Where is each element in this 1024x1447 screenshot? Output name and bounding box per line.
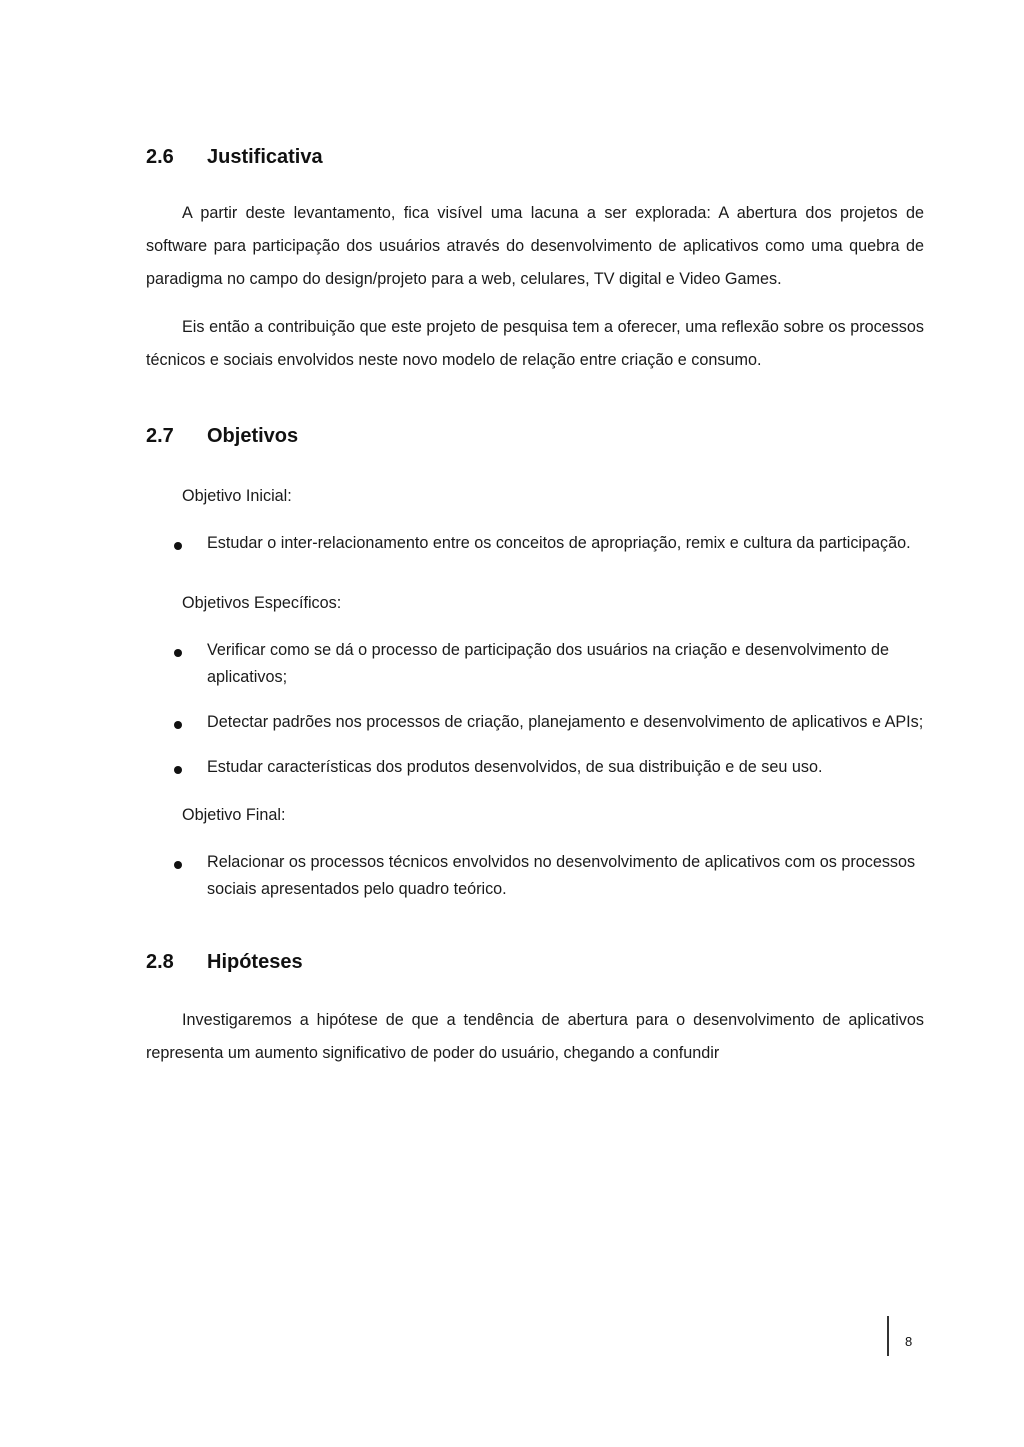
bullet-icon: [174, 721, 182, 729]
list-item-text: Relacionar os processos técnicos envolvidos no desenvolvimento de aplicativos com os processos sociais apresentados pelo quadro teórico.: [207, 853, 916, 898]
paragraph: Eis então a contribuição que este projeto de pesquisa tem a oferecer, uma reflexão sobre os processos técnicos e sociais envolvidos neste novo modelo de relação entre criação e consumo.: [146, 318, 924, 369]
list-item: [146, 849, 924, 903]
bullet-icon: [174, 542, 182, 550]
paragraph: A partir deste levantamento, fica visível uma lacuna a ser explorada: A abertura dos projetos de software para participação dos usuários através do desenvolvimento de aplicativos como uma quebra de paradigma no campo do design/projeto para a web, celulares, TV digital e Video Games.: [146, 204, 924, 288]
section-title: Objetivos: [207, 425, 299, 447]
page-number-divider: [887, 1316, 889, 1356]
list-item: [146, 709, 924, 736]
bullet-icon: [174, 861, 182, 869]
list-item: [146, 754, 924, 781]
section-number: 2.6: [146, 146, 174, 168]
list-item-text: Verificar como se dá o processo de participação dos usuários na criação e desenvolvimento de aplicativos;: [207, 641, 890, 686]
objetivo-final-list: [146, 849, 924, 903]
section-title: Hipóteses: [207, 951, 303, 973]
section-heading-justificativa: [146, 146, 924, 169]
objetivo-inicial-label: Objetivo Inicial:: [182, 487, 292, 505]
section-heading-hipoteses: [146, 951, 924, 974]
section-heading-objetivos: [146, 425, 924, 448]
section-number: 2.8: [146, 951, 174, 973]
list-item: [146, 637, 924, 691]
list-item-text: Estudar o inter-relacionamento entre os conceitos de apropriação, remix e cultura da participação.: [207, 534, 911, 552]
objetivo-inicial-list: [146, 530, 924, 557]
bullet-icon: [174, 649, 182, 657]
page-content: [146, 146, 924, 1070]
list-item-text: Detectar padrões nos processos de criação, planejamento e desenvolvimento de aplicativos e APIs;: [207, 713, 924, 731]
page-number: 8: [905, 1334, 913, 1349]
section-number: 2.7: [146, 425, 174, 447]
list-item-text: Estudar características dos produtos desenvolvidos, de sua distribuição e de seu uso.: [207, 758, 823, 776]
objetivo-final-label: Objetivo Final:: [182, 806, 286, 824]
objetivos-especificos-list: [146, 637, 924, 781]
section-title: Justificativa: [207, 146, 323, 168]
objetivos-especificos-label: Objetivos Específicos:: [182, 594, 342, 612]
paragraph: Investigaremos a hipótese de que a tendência de abertura para o desenvolvimento de aplicativos representa um aumento significativo de poder do usuário, chegando a confundir: [146, 1011, 924, 1062]
bullet-icon: [174, 766, 182, 774]
list-item: [146, 530, 924, 557]
